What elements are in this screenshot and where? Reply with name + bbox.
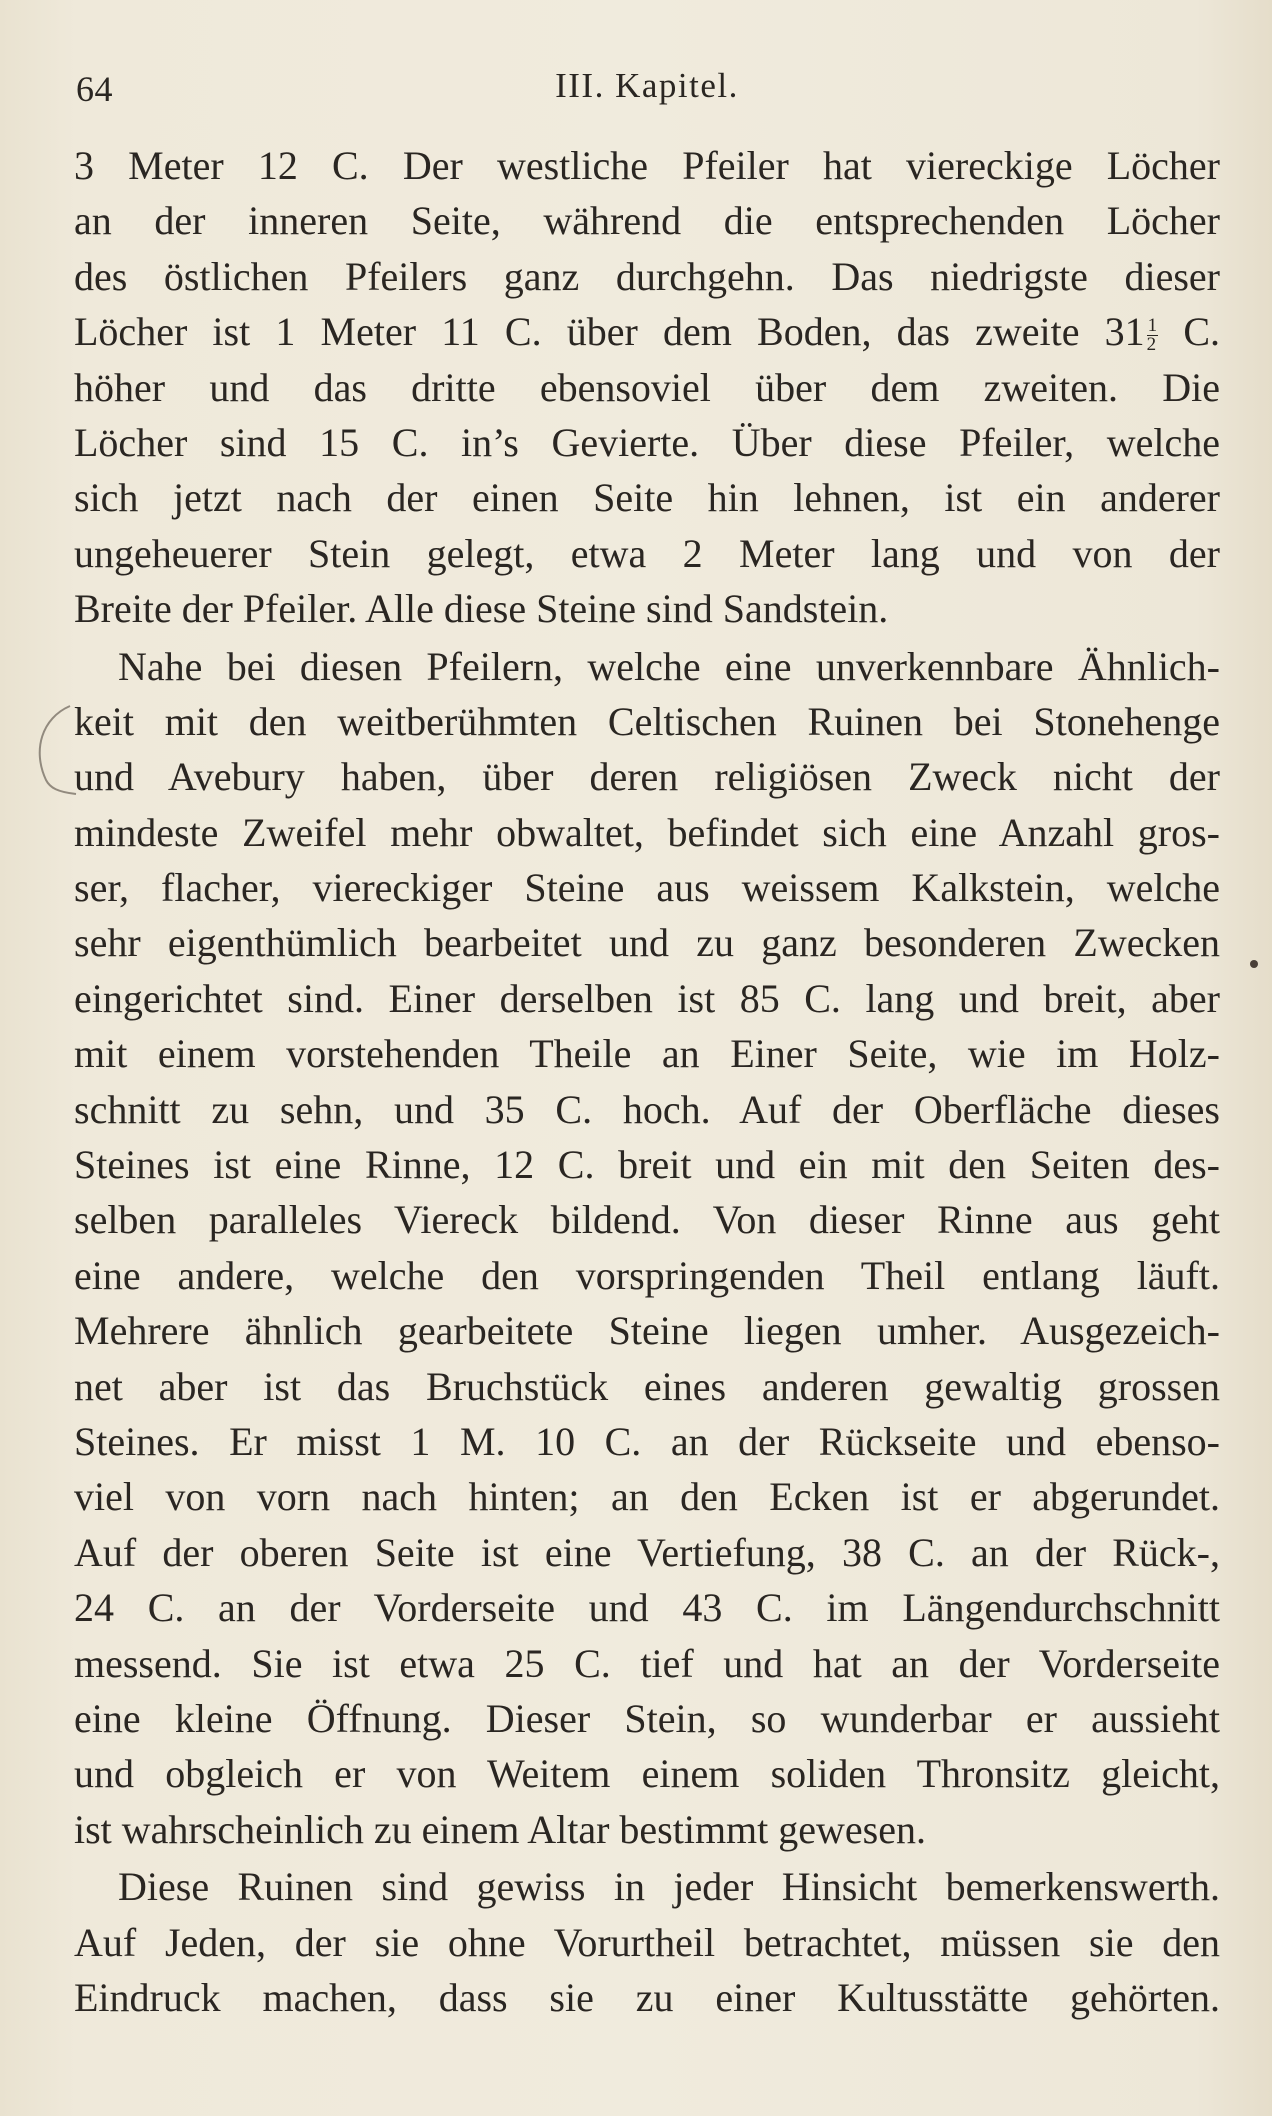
paragraph-2 <box>74 639 1220 1858</box>
text-line: Auf Jeden, der sie ohne Vorurtheil betrachtet, müssen sie den <box>74 1919 1220 1965</box>
fraction-denominator: 2 <box>1146 334 1157 356</box>
text-line: Auf der oberen Seite ist eine Vertiefung, 38 C. an der Rück-, <box>74 1529 1220 1575</box>
text-line: höher und das dritte ebensoviel über dem zweiten. Die <box>74 364 1220 410</box>
text-line: selben paralleles Viereck bildend. Von dieser Rinne aus geht <box>74 1197 1220 1243</box>
text-line: und obgleich er von Weitem einem soliden Thronsitz gleicht, <box>74 1751 1220 1797</box>
fraction-numerator: 1 <box>1147 315 1158 337</box>
text-line: viel von vorn nach hinten; an den Ecken ist er abgerundet. <box>74 1474 1220 1520</box>
body-text <box>74 138 1220 2025</box>
paragraph-1 <box>74 138 1220 637</box>
text-line: 3 Meter 12 C. Der westliche Pfeiler hat viereckige Löcher <box>74 143 1220 188</box>
page-header <box>76 58 1218 118</box>
text-line: sehr eigenthümlich bearbeitet und zu ganz besonderen Zwecken <box>74 920 1220 966</box>
ink-speck <box>1250 960 1258 968</box>
text-line: net aber ist das Bruchstück eines anderen gewaltig grossen <box>74 1363 1220 1409</box>
text-line-part: C. <box>1158 309 1220 355</box>
page-number: 64 <box>76 69 113 109</box>
text-line: keit mit den weitberühmten Celtischen Ruinen bei Stonehenge <box>74 698 1220 744</box>
text-line: mindeste Zweifel mehr obwaltet, befindet sich eine Anzahl gros- <box>74 809 1220 855</box>
text-line-part: Löcher ist 1 Meter 11 C. über dem Boden, das zweite 31 <box>74 309 1145 355</box>
text-line: Eindruck machen, dass sie zu einer Kultusstätte gehörten. <box>74 1974 1220 2020</box>
text-line: ungeheuerer Stein gelegt, etwa 2 Meter lang und von der <box>74 530 1220 576</box>
text-line: Breite der Pfeiler. Alle diese Steine sind Sandstein. <box>74 586 889 632</box>
running-head: III. Kapitel. <box>555 66 739 105</box>
text-line: ser, flacher, viereckiger Steine aus weissem Kalkstein, welche <box>74 865 1220 911</box>
text-line: an der inneren Seite, während die entsprechenden Löcher <box>74 198 1220 244</box>
text-line: Steines ist eine Rinne, 12 C. breit und ein mit den Seiten des- <box>74 1142 1220 1188</box>
text-line: 24 C. an der Vorderseite und 43 C. im Längendurchschnitt <box>74 1585 1220 1631</box>
paragraph-3 <box>74 1859 1220 2025</box>
text-line: ist wahrscheinlich zu einem Altar bestimmt gewesen. <box>74 1806 926 1852</box>
text-line: eine andere, welche den vorspringenden Theil entlang läuft. <box>74 1252 1220 1298</box>
text-line: sich jetzt nach der einen Seite hin lehnen, ist ein anderer <box>74 475 1220 521</box>
text-line: Nahe bei diesen Pfeilern, welche eine unverkennbare Ähnlich- <box>118 643 1220 689</box>
text-line: schnitt zu sehn, und 35 C. hoch. Auf der Oberfläche dieses <box>74 1086 1220 1132</box>
text-line: und Avebury haben, über deren religiösen Zweck nicht der <box>74 754 1220 800</box>
text-line: des östlichen Pfeilers ganz durchgehn. Das niedrigste dieser <box>74 253 1220 299</box>
fraction-one-half <box>1147 317 1159 354</box>
text-line: eingerichtet sind. Einer derselben ist 85 C. lang und breit, aber <box>74 975 1220 1021</box>
text-line: messend. Sie ist etwa 25 C. tief und hat an der Vorderseite <box>74 1640 1220 1686</box>
text-line-with-fraction <box>74 304 1220 359</box>
text-line: Mehrere ähnlich gearbeitete Steine liegen umher. Ausgezeich- <box>74 1308 1220 1354</box>
text-line: eine kleine Öffnung. Dieser Stein, so wunderbar er aussieht <box>74 1695 1220 1741</box>
text-line: Löcher sind 15 C. in’s Gevierte. Über diese Pfeiler, welche <box>74 419 1220 465</box>
text-line: mit einem vorstehenden Theile an Einer Seite, wie im Holz- <box>74 1031 1220 1077</box>
text-line: Steines. Er misst 1 M. 10 C. an der Rückseite und ebenso- <box>74 1418 1220 1464</box>
text-line: Diese Ruinen sind gewiss in jeder Hinsicht bemerkenswerth. <box>118 1864 1220 1910</box>
